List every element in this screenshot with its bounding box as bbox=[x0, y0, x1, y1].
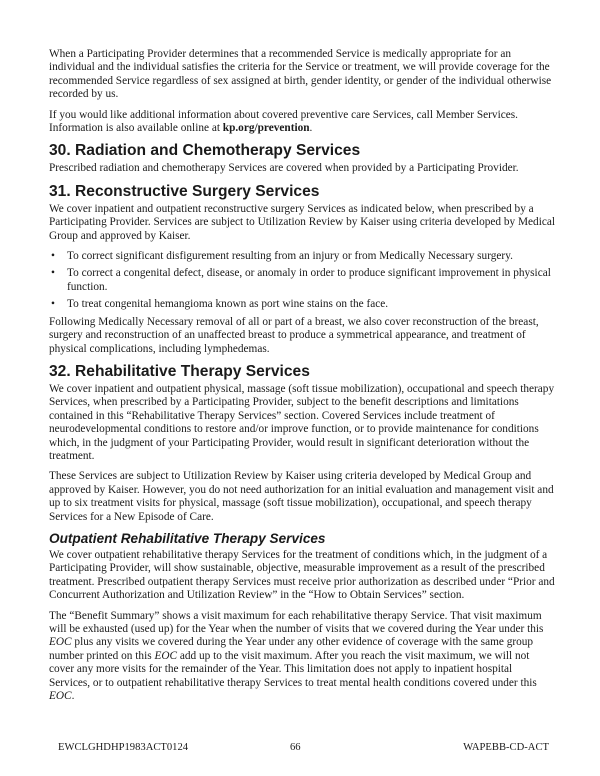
list-item-text: To correct significant disfigurement resulting from an injury or from Medically Necessary surgery. bbox=[67, 250, 513, 263]
bullet-icon: • bbox=[51, 250, 55, 263]
section-32-paragraph-1: We cover inpatient and outpatient physical, massage (soft tissue mobilization), occupational and speech therapy Services, when prescribed by a Participating Provider, subject to the benefit descriptions and limitations contained in this “Rehabilitative Therapy Services” section. Covered Services include treatment of neurodevelopmental conditions to restore and/or improve function, or to provide maintenance for conditions which, in the judgment of your Participating Provider, would result in significant deterioration without the treatment. bbox=[49, 382, 555, 462]
page-footer bbox=[58, 741, 549, 755]
section-31-heading: 31. Reconstructive Surgery Services bbox=[49, 182, 320, 200]
intro-paragraph-2-end: . bbox=[309, 122, 313, 135]
eoc-term: EOC bbox=[154, 649, 178, 662]
section-30-paragraph: Prescribed radiation and chemotherapy Services are covered when provided by a Participating Provider. bbox=[49, 162, 519, 175]
list-item bbox=[49, 250, 555, 263]
footer-plan-code: WAPEBB-CD-ACT bbox=[463, 742, 549, 753]
outpatient-text-b: plus any visits we covered during the Year under any other evidence of coverage with the same group number printed on this bbox=[49, 636, 534, 662]
outpatient-paragraph-1: We cover outpatient rehabilitative therapy Services for the treatment of conditions which, in the judgment of a Participating Provider, will show sustainable, objective, measurable improvement as a result of the prescribed treatment. Prescribed outpatient therapy Services must receive prior authorization as described under “Prior and Concurrent Authorization and Utilization Review” in the “How to Obtain Services” section. bbox=[49, 548, 555, 602]
section-32-heading: 32. Rehabilitative Therapy Services bbox=[49, 362, 310, 380]
bullet-icon: • bbox=[51, 267, 55, 280]
intro-paragraph-2-text: If you would like additional information about covered preventive care Services, call Member Services. Information is also available online at bbox=[49, 108, 518, 135]
prevention-link[interactable]: kp.org/prevention bbox=[222, 122, 310, 135]
footer-document-code: EWCLGHDHP1983ACT0124 bbox=[58, 742, 189, 753]
bullet-icon: • bbox=[51, 298, 55, 311]
intro-paragraph-2 bbox=[49, 109, 555, 136]
outpatient-text-c: add up to the visit maximum. After you reach the visit maximum, we will not cover any more visits for the remainder of the Year. This limitation does not apply to inpatient hospital Services, or to outpatient rehabilitative therapy Services to treat mental health conditions covered under this bbox=[49, 649, 537, 689]
section-31-paragraph-2: Following Medically Necessary removal of all or part of a breast, we also cover reconstruction of the breast, surgery and reconstruction of an unaffected breast to produce a symmetrical appearance, and treatment of physical complications, including lymphedemas. bbox=[49, 315, 539, 355]
document-page bbox=[49, 48, 555, 710]
outpatient-paragraph-2 bbox=[49, 610, 555, 704]
list-item-text: To correct a congenital defect, disease, or anomaly in order to produce significant improvement in physical function. bbox=[67, 267, 551, 293]
list-item bbox=[49, 267, 555, 294]
eoc-term: EOC bbox=[49, 690, 72, 703]
outpatient-subheading: Outpatient Rehabilitative Therapy Services bbox=[49, 530, 326, 546]
section-32-paragraph-2: These Services are subject to Utilization Review by Kaiser using criteria developed by Medical Group and approved by Kaiser. However, you do not need authorization for an initial evaluation and management visit and up to six treatment visits for physical, massage (soft tissue mobilization), occupational, and speech therapy Services for a New Episode of Care. bbox=[49, 470, 554, 523]
list-item bbox=[49, 298, 555, 311]
list-item-text: To treat congenital hemangioma known as port wine stains on the face. bbox=[67, 298, 389, 311]
intro-paragraph-1: When a Participating Provider determines that a recommended Service is medically appropriate for an individual and the individual satisfies the criteria for the Service or treatment, we will provide coverage for the recommended Service regardless of sex assigned at birth, gender identity, or gender of the individual otherwise recorded by us. bbox=[49, 48, 552, 101]
section-30-heading: 30. Radiation and Chemotherapy Services bbox=[49, 142, 361, 160]
outpatient-text-d: . bbox=[71, 690, 75, 703]
eoc-term: EOC bbox=[49, 636, 72, 649]
outpatient-text-a: The “Benefit Summary” shows a visit maximum for each rehabilitative therapy Service. That visit maximum will be exhausted (used up) for the Year when the number of visits that we covered during the Year under this bbox=[49, 609, 544, 635]
section-31-paragraph-1: We cover inpatient and outpatient reconstructive surgery Services as indicated below, when prescribed by a Participating Provider. Services are subject to Utilization Review by Kaiser using criteria developed by Medical Group and approved by Kaiser. bbox=[49, 202, 556, 242]
page-number: 66 bbox=[290, 742, 301, 753]
section-31-bullet-list bbox=[49, 250, 555, 312]
